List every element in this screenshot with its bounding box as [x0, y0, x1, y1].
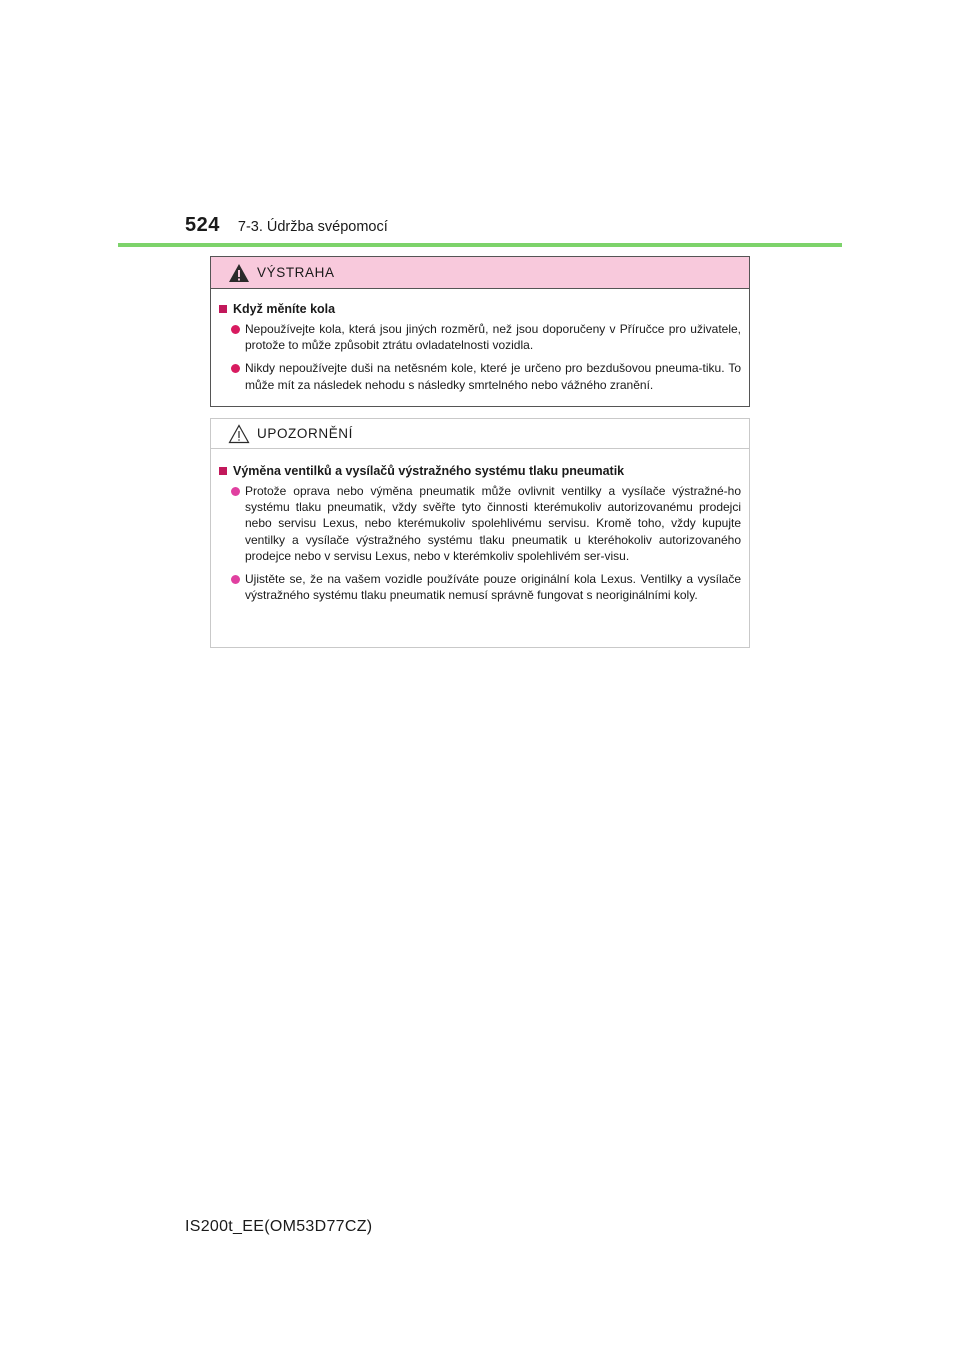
warning-item-text: Nepoužívejte kola, která jsou jiných rozměrů, než jsou doporučeny v Příručce pro uživatele, protože to může způsobit ztrátu ovladatelnosti vozidla.: [245, 322, 741, 353]
caution-item-text: Protože oprava nebo výměna pneumatik může ovlivnit ventilky a vysílače výstražné-ho systému tlaku pneumatik, vždy svěřte tyto činnosti kterémukoliv autorizovanému prodejci nebo servisu Lexus, nebo kterémukoliv spolehlivému servisu. Kromě toho, vždy kupujte ventilky a vysílače výstražného systému tlaku pneumatik u kteréhokoliv autorizovaného prodejce nebo v servisu Lexus, nebo v kterémkoliv spolehlivém ser-visu.: [245, 484, 741, 563]
warning-item: [231, 321, 741, 353]
caution-triangle-outline-icon: [228, 424, 250, 444]
caution-subheading: [219, 463, 741, 479]
caution-item: [231, 571, 741, 603]
section-title: 7-3. Údržba svépomocí: [237, 219, 388, 235]
caution-subheading-text: Výměna ventilků a vysílačů výstražného systému tlaku pneumatik: [233, 464, 625, 478]
caution-label: UPOZORNĚNÍ: [257, 426, 354, 441]
warning-subheading: [219, 301, 741, 317]
square-bullet-icon: [219, 305, 227, 313]
warning-item-text: Nikdy nepoužívejte duši na netěsném kole, které je určeno pro bezdušovou pneuma-tiku. To může mít za následek nehodu s následky smrtelného nebo vážného zranění.: [245, 361, 741, 392]
page-number: 524: [185, 214, 220, 236]
header-divider: [118, 243, 842, 247]
caution-item-text: Ujistěte se, že na vašem vozidle používáte pouze originální kola Lexus. Ventilky a vysílače výstražného systému tlaku pneumatik nemusí správně fungovat s neoriginálními koly.: [245, 572, 741, 603]
caution-item: [231, 483, 741, 564]
warning-triangle-icon: [228, 263, 250, 283]
caution-box-header: [211, 419, 749, 449]
square-bullet-icon: [219, 467, 227, 475]
warning-item: [231, 360, 741, 392]
warning-box-body: [211, 289, 749, 393]
bullet-dot-icon: [231, 325, 240, 334]
warning-label: VÝSTRAHA: [257, 265, 335, 280]
warning-box: [210, 256, 750, 407]
bullet-dot-icon: [231, 487, 240, 496]
caution-box-body: [211, 449, 749, 603]
bullet-dot-icon: [231, 364, 240, 373]
page-header: [185, 214, 388, 237]
warning-box-header: [211, 257, 749, 289]
caution-box: [210, 418, 750, 648]
warning-subheading-text: Když měníte kola: [233, 302, 336, 316]
bullet-dot-icon: [231, 575, 240, 584]
document-code: IS200t_EE(OM53D77CZ): [185, 1218, 373, 1235]
